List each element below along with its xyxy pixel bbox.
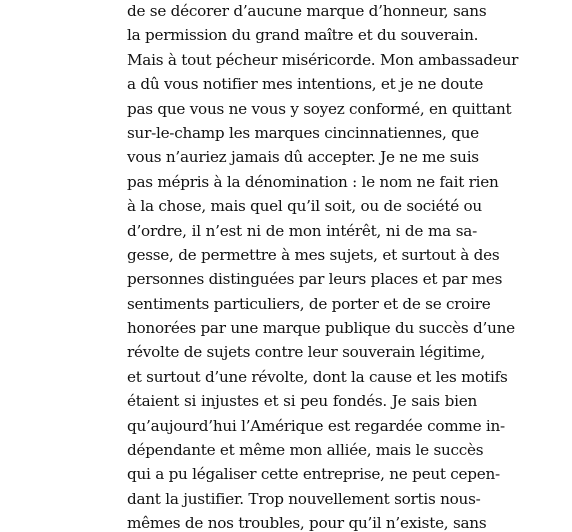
text-line: sur-le-champ les marques cincinnatiennes, que [127, 123, 479, 142]
text-line: sentiments particuliers, de porter et de se croire [127, 294, 491, 313]
text-line: vous n’auriez jamais dû accepter. Je ne me suis [127, 148, 479, 167]
text-line: mêmes de nos troubles, pour qu’il n’existe, sans [127, 514, 487, 532]
text-line: étaient si injustes et si peu fondés. Je sais bien [127, 392, 477, 411]
text-line: révolte de sujets contre leur souverain légitime, [127, 343, 486, 362]
text-line: personnes distinguées par leurs places et par mes [127, 270, 503, 289]
text-line: et surtout d’une révolte, dont la cause et les motifs [127, 367, 508, 386]
text-line: pas que vous ne vous y soyez conformé, en quittant [127, 99, 512, 118]
body-text [127, 0, 519, 532]
text-line: a dû vous notifier mes intentions, et je ne doute [127, 75, 484, 94]
text-line: qui a pu légaliser cette entreprise, ne peut cepen- [127, 465, 500, 484]
text-line: dépendante et même mon alliée, mais le succès [127, 441, 484, 460]
text-line: qu’aujourd’hui l’Amérique est regardée comme in- [127, 416, 505, 435]
text-line: pas mépris à la dénomination : le nom ne fait rien [127, 172, 499, 191]
text-line: d’ordre, il n’est ni de mon intérêt, ni de ma sa- [127, 221, 477, 240]
text-line: Mais à tout pécheur miséricorde. Mon ambassadeur [127, 50, 519, 69]
text-line: à la chose, mais quel qu’il soit, ou de société ou [127, 197, 482, 216]
text-line: gesse, de permettre à mes sujets, et surtout à des [127, 245, 500, 264]
text-line: honorées par une marque publique du succès d’une [127, 319, 515, 338]
text-line: la permission du grand maître et du souverain. [127, 26, 479, 45]
text-line: de se décorer d’aucune marque d’honneur, sans [127, 2, 487, 20]
text-line: dant la justifier. Trop nouvellement sortis nous- [127, 489, 481, 508]
